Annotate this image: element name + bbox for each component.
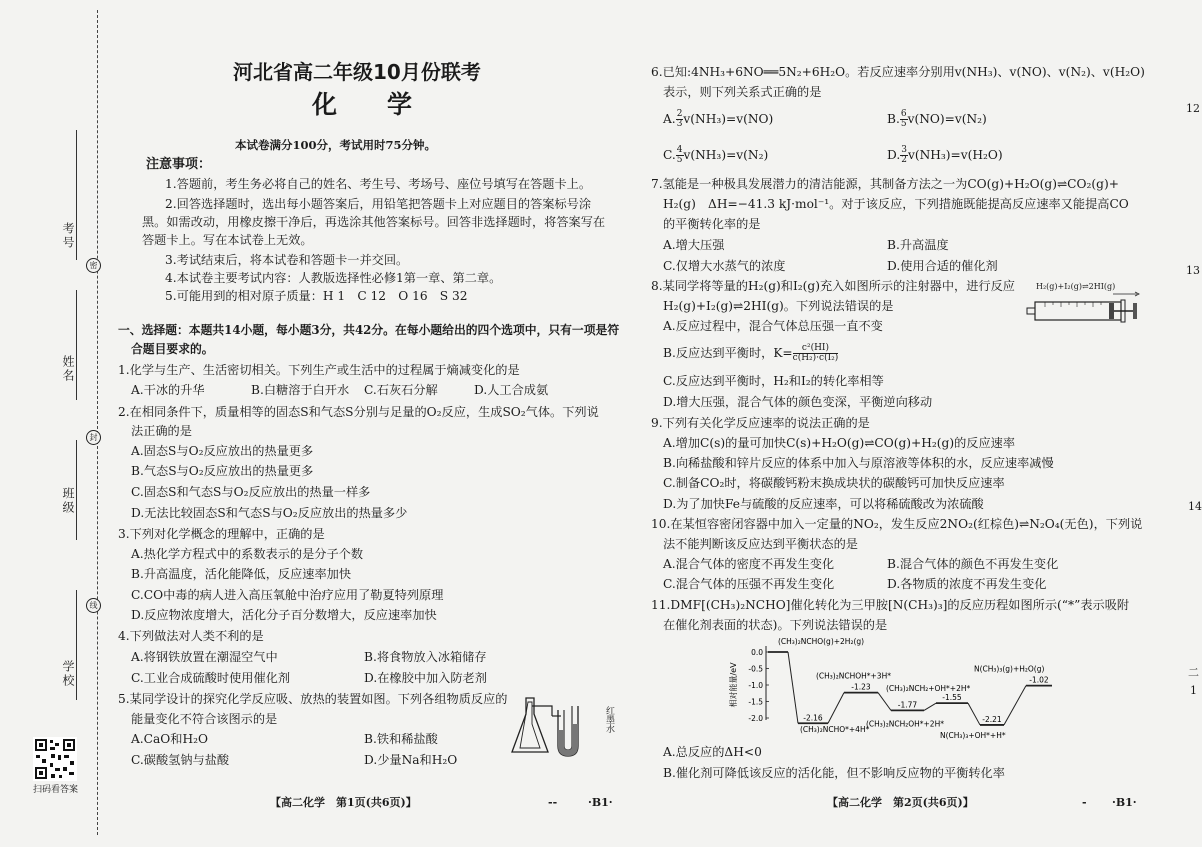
notes-item: 3.考试结束后，将本试卷和答题卡一并交回。 <box>165 253 409 267</box>
q7-stem-cont2: 的平衡转化率的是 <box>663 217 761 231</box>
notes-item: 黑。如需改动，用橡皮擦干净后，再选涂其他答案标号。回答非选择题时，将答案写在 <box>142 215 606 229</box>
notes-item: 2.回答选择题时，选出每小题答案后，用铅笔把答题卡上对应题目的答案标号涂 <box>165 197 592 211</box>
q8-option-d: D.增大压强，混合气体的颜色变深，平衡逆向移动 <box>663 395 933 409</box>
energy-connector <box>878 693 891 711</box>
q6-d-num: 3 <box>901 145 907 155</box>
y-tick-label: -1.0 <box>748 681 763 690</box>
y-tick-label: -2.0 <box>748 714 763 723</box>
label-class: 班级 <box>61 487 75 515</box>
q4-option-b: B.将食物放入冰箱储存 <box>364 650 487 664</box>
blank-exam-number <box>76 130 77 260</box>
y-axis-label: 相对能量/eV <box>729 662 738 708</box>
q7-option-c: C.仅增大水蒸气的浓度 <box>663 259 786 273</box>
q6-c-expr: v(NH₃)=v(N₂) <box>683 148 769 162</box>
q5-option-c: C.碳酸氢钠与盐酸 <box>131 753 230 767</box>
edge-number: 14 <box>1188 500 1202 513</box>
q10-option-a: A.混合气体的密度不再发生变化 <box>663 557 835 571</box>
q2-stem-cont: 法正确的是 <box>131 424 192 438</box>
data-label: -2.16 <box>803 713 823 723</box>
blank-school <box>76 590 77 700</box>
q6-b-letter: B. <box>887 112 900 126</box>
species-label: (CH₃)₂NCHO(g)+2H₂(g) <box>778 637 865 646</box>
q1-option-c: C.石灰石分解 <box>364 383 438 397</box>
q6-c-fraction <box>676 146 684 165</box>
label-school: 学校 <box>61 660 75 688</box>
notes-item: 5.可能用到的相对原子质量：H 1 C 12 O 16 S 32 <box>165 289 468 303</box>
q11-option-a: A.总反应的ΔH<0 <box>663 745 762 759</box>
q8-b-den: c(H₂)·c(I₂) <box>792 353 839 363</box>
q4-option-d: D.在橡胶中加入防老剂 <box>364 671 487 685</box>
species-label: (CH₃)₂NCHOH*+3H* <box>816 671 891 681</box>
q6-d-den: 2 <box>901 155 907 165</box>
energy-connector <box>788 652 798 723</box>
score-info: 本试卷满分100分，考试用时75分钟。 <box>235 138 437 152</box>
q5-option-d: D.少量Na和H₂O <box>364 753 458 767</box>
q5-option-b: B.铁和稀盐酸 <box>364 732 438 746</box>
energy-connector <box>968 703 980 725</box>
q6-c-letter: C. <box>663 148 676 162</box>
page-2-footer-code: ·B1· <box>1112 796 1137 809</box>
q4-option-c: C.工业合成硫酸时使用催化剂 <box>131 671 291 685</box>
notes-heading: 注意事项： <box>146 157 212 172</box>
seal-xian: 线 <box>86 598 101 613</box>
q2-option-a: A.固态S与O₂反应放出的热量更多 <box>131 444 314 458</box>
q8-b-num: c²(HI) <box>793 344 839 354</box>
q8-stem-cont: H₂(g)+I₂(g)⇌2HI(g)。下列说法错误的是 <box>663 299 894 313</box>
q6-option-c <box>663 146 768 165</box>
q6-option-a <box>663 110 773 129</box>
q3-stem: 3.下列对化学概念的理解中，正确的是 <box>118 527 325 541</box>
q7-stem: 7.氢能是一种极具发展潜力的清洁能源，其制备方法之一为CO(g)+H₂O(g)⇌CO₂(g)+ <box>651 177 1119 191</box>
q5-apparatus-figure <box>512 694 602 760</box>
q5-stem: 5.某同学设计的探究化学反应吸、放热的装置如图。下列各组物质反应的 <box>118 692 508 706</box>
q6-d-fraction <box>900 146 908 165</box>
q1-option-b: B.白糖溶于白开水 <box>251 383 350 397</box>
q2-option-b: B.气态S与O₂反应放出的热量更多 <box>131 464 314 478</box>
q1-option-d: D.人工合成氨 <box>474 383 549 397</box>
q8-b-text: B.反应达到平衡时，K= <box>663 346 793 360</box>
edge-number: 13 <box>1186 264 1200 277</box>
qr-code-icon <box>33 737 77 781</box>
species-label: (CH₃)₂NCHO*+4H* <box>800 725 870 734</box>
q2-option-d: D.无法比较固态S和气态S与O₂反应放出的热量多少 <box>131 506 408 520</box>
q9-option-c: C.制备CO₂时，将碳酸钙粉末换成块状的碳酸钙可加快反应速率 <box>663 476 1005 490</box>
q11-stem: 11.DMF[(CH₃)₂NCHO]催化转化为三甲胺[N(CH₃)₃]的反应历程如图所示(“*”表示吸附 <box>651 598 1130 612</box>
data-label: -1.55 <box>942 693 962 703</box>
q2-stem: 2.在相同条件下，质量相等的固态S和气态S分别与足量的O₂反应，生成SO₂气体。下列说 <box>118 405 599 419</box>
q7-option-d: D.使用合适的催化剂 <box>887 259 998 273</box>
q11-option-b: B.催化剂可降低该反应的活化能，但不影响反应物的平衡转化率 <box>663 766 1005 780</box>
q8-stem: 8.某同学将等量的H₂(g)和I₂(g)充入如图所示的注射器中，进行反应 <box>651 279 1015 293</box>
species-label: (CH₃)₂NCH₂+OH*+2H* <box>886 684 971 694</box>
page-1-footer-code: ·B1· <box>588 796 613 809</box>
q6-b-expr: v(NO)=v(N₂) <box>907 112 987 126</box>
exam-title: 河北省高二年级10月份联考 <box>233 60 481 84</box>
q6-c-den: 5 <box>676 155 683 165</box>
data-label: -2.21 <box>982 714 1002 724</box>
section-heading: 一、选择题：本题共14小题，每小题3分，共42分。在每小题给出的四个选项中，只有一项是符 <box>118 323 620 337</box>
q7-stem-cont: H₂(g) ΔH=−41.3 kJ·mol⁻¹。对于该反应，下列措施既能提高反应速率又能提高CO <box>663 197 1129 211</box>
y-tick-label: 0.0 <box>751 648 763 657</box>
q6-option-b <box>887 110 987 129</box>
q6-a-expr: v(NH₃)=v(NO) <box>683 112 774 126</box>
q6-b-num: 6 <box>900 109 907 119</box>
q6-a-den: 3 <box>676 119 683 129</box>
data-label: -1.02 <box>1029 675 1049 685</box>
q10-option-d: D.各物质的浓度不再发生变化 <box>887 577 1047 591</box>
q6-c-num: 4 <box>676 145 683 155</box>
q10-option-b: B.混合气体的颜色不再发生变化 <box>887 557 1059 571</box>
q9-option-a: A.增加C(s)的量可加快C(s)+H₂O(g)⇌CO(g)+H₂(g)的反应速率 <box>663 436 1016 450</box>
q11-energy-profile-chart <box>726 634 1076 744</box>
species-label: (CH₃)₂NCH₂OH*+2H* <box>866 719 944 729</box>
q8-option-b <box>663 344 838 363</box>
seal-feng: 封 <box>86 430 101 445</box>
y-tick-label: -0.5 <box>748 664 763 674</box>
q4-option-a: A.将钢铁放置在潮湿空气中 <box>131 650 278 664</box>
y-tick-label: -1.5 <box>748 697 763 707</box>
edge-number: 1 <box>1190 684 1197 697</box>
qr-caption: 扫码看答案 <box>33 785 79 795</box>
q8-figure-label: H₂(g)+I₂(g)⇌2HI(g) <box>1036 282 1116 291</box>
q8-option-a: A.反应过程中，混合气体总压强一直不变 <box>663 319 883 333</box>
label-name: 姓名 <box>61 355 75 383</box>
edge-number: 12 <box>1186 102 1200 115</box>
q2-option-c: C.固态S和气态S与O₂反应放出的热量一样多 <box>131 485 371 499</box>
q1-option-a: A.干冰的升华 <box>131 383 205 397</box>
data-label: -1.77 <box>897 700 918 710</box>
q8-b-fraction <box>793 344 839 363</box>
q11-stem-cont: 在催化剂表面的状态)。下列说法错误的是 <box>663 618 888 632</box>
notes-item: 1.答题前，考生务必将自己的姓名、考生号、考场号、座位号填写在答题卡上。 <box>165 177 592 191</box>
q6-a-letter: A. <box>663 112 676 126</box>
page-2-footer-dash: ‐ <box>1082 796 1087 809</box>
q6-d-expr: v(NH₃)=v(H₂O) <box>907 148 1003 162</box>
edge-number: 二 <box>1188 666 1199 679</box>
label-exam-number: 考号 <box>61 222 75 250</box>
q8-syringe-figure <box>1025 290 1143 330</box>
q5-figure-label: 红墨水 <box>604 706 614 733</box>
q7-option-b: B.升高温度 <box>887 238 949 252</box>
page-1-footer-dash: ‐‐ <box>548 796 558 809</box>
energy-connector <box>828 693 844 724</box>
binding-dashed-line <box>97 10 98 835</box>
blank-name <box>76 290 77 400</box>
q6-stem-cont: 表示，则下列关系式正确的是 <box>663 85 822 99</box>
species-label: N(CH₃)₃(g)+H₂O(g) <box>974 664 1045 674</box>
q8-option-c: C.反应达到平衡时，H₂和I₂的转化率相等 <box>663 374 884 388</box>
q9-stem: 9.下列有关化学反应速率的说法正确的是 <box>651 416 870 430</box>
q5-option-a: A.CaO和H₂O <box>131 732 208 746</box>
data-label: -1.23 <box>851 682 871 692</box>
q3-option-b: B.升高温度，活化能降低，反应速率加快 <box>131 567 352 581</box>
q10-stem: 10.在某恒容密闭容器中加入一定量的NO₂，发生反应2NO₂(红棕色)⇌N₂O₄(无色)，下列说 <box>651 517 1143 531</box>
q1-stem: 1.化学与生产、生活密切相关。下列生产或生活中的过程属于熵减变化的是 <box>118 363 520 377</box>
q6-stem: 6.已知:4NH₃+6NO══5N₂+6H₂O。若反应速率分别用v(NH₃)、v(NO)、v(N₂)、v(H₂O) <box>651 65 1145 79</box>
q6-d-letter: D. <box>887 148 901 162</box>
q10-stem-cont: 法不能判断该反应达到平衡状态的是 <box>663 537 858 551</box>
q5-stem-cont: 能量变化不符合该图示的是 <box>131 712 278 726</box>
page-2-footer: 【高二化学 第2页(共6页)】 <box>827 796 974 809</box>
q6-b-den: 5 <box>900 119 907 129</box>
q6-b-fraction <box>900 110 908 129</box>
seal-mi: 密 <box>86 258 101 273</box>
q6-option-d <box>887 146 1003 165</box>
notes-item: 4.本试卷主要考试内容：人教版选择性必修1第一章、第二章。 <box>165 271 502 285</box>
q7-option-a: A.增大压强 <box>663 238 725 252</box>
energy-connector <box>1004 686 1026 725</box>
page-1-footer: 【高二化学 第1页(共6页)】 <box>270 796 417 809</box>
blank-class <box>76 440 77 540</box>
q3-option-a: A.热化学方程式中的系数表示的是分子个数 <box>131 547 364 561</box>
section-heading-cont: 合题目要求的。 <box>131 342 214 356</box>
q9-option-b: B.向稀盐酸和锌片反应的体系中加入与原溶液等体积的水，反应速率减慢 <box>663 456 1054 470</box>
notes-item: 答题卡上。写在本试卷上无效。 <box>142 233 313 247</box>
q9-option-d: D.为了加快Fe与硫酸的反应速率，可以将稀硫酸改为浓硫酸 <box>663 497 984 511</box>
q10-option-c: C.混合气体的压强不再发生变化 <box>663 577 835 591</box>
q3-option-c: C.CO中毒的病人进入高压氧舱中治疗应用了勒夏特列原理 <box>131 588 444 602</box>
subject-title: 化 学 <box>312 90 413 119</box>
q4-stem: 4.下列做法对人类不利的是 <box>118 629 264 643</box>
q6-a-num: 2 <box>676 109 683 119</box>
q3-option-d: D.反应物浓度增大，活化分子百分数增大，反应速率加快 <box>131 608 437 622</box>
energy-connector <box>924 703 936 710</box>
species-label: N(CH₃)₃+OH*+H* <box>940 731 1006 740</box>
